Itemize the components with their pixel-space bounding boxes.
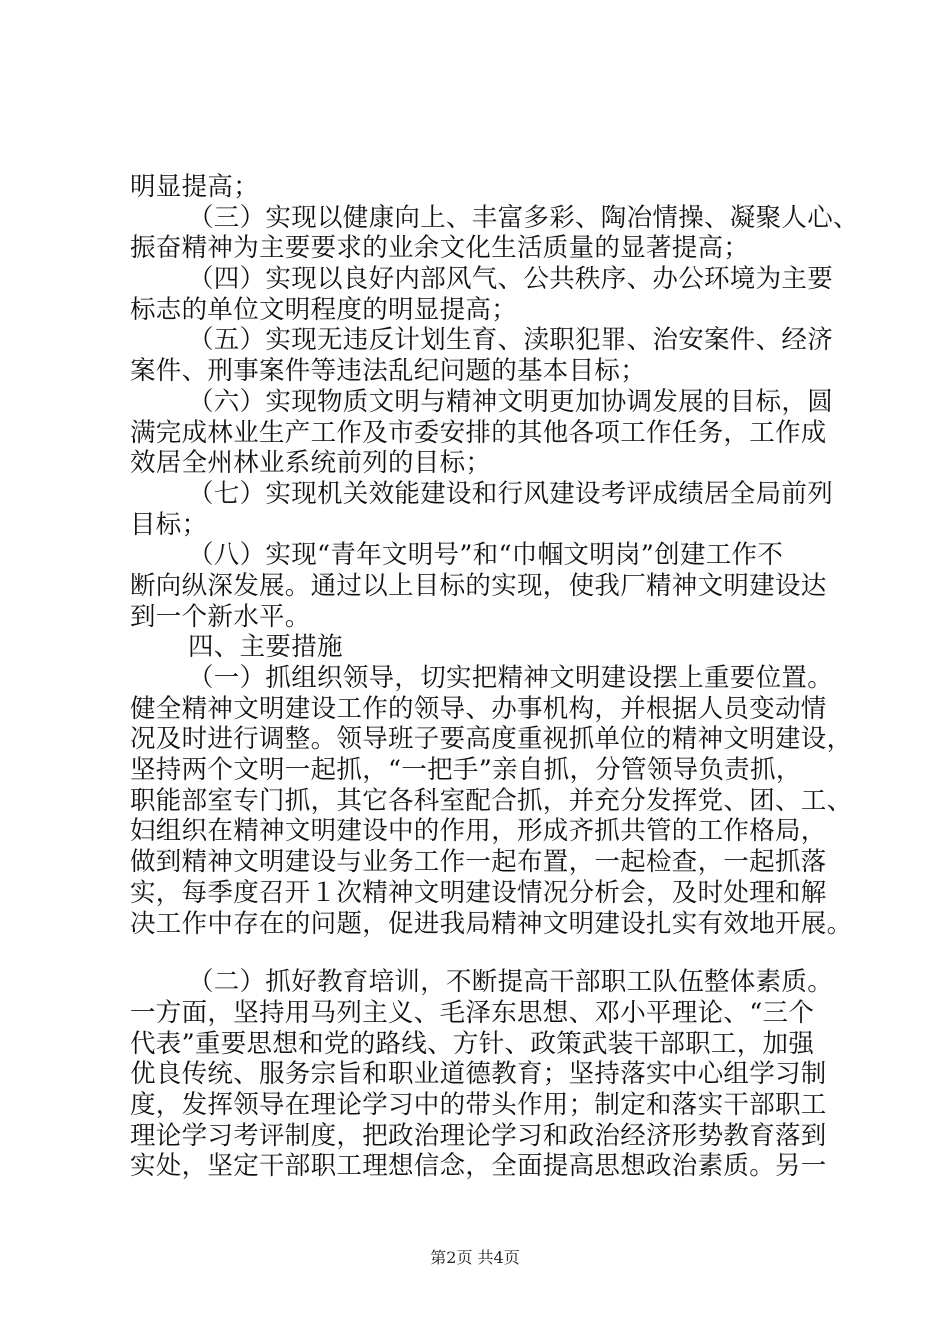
text-line: 断向纵深发展。通过以上目标的实现，使我厂精神文明建设达 — [130, 570, 827, 601]
text-line: 振奋精神为主要要求的业余文化生活质量的显著提高； — [130, 233, 750, 264]
section-heading-text: 四、主要措施 — [188, 632, 343, 663]
text-line: （四）实现以良好内部风气、公共秩序、办公环境为主要 — [188, 264, 834, 295]
text-line: 实，每季度召开１次精神文明建设情况分析会，及时处理和解 — [130, 877, 827, 908]
paragraph-goal-7 — [130, 478, 834, 540]
paragraph-measure-2 — [130, 967, 834, 1182]
text-line: 明显提高； — [130, 172, 260, 202]
text-line: 代表”重要思想和党的路线、方针、政策武装干部职工，加强 — [130, 1028, 815, 1059]
text-line: （五）实现无违反计划生育、渎职犯罪、治安案件、经济 — [188, 325, 834, 356]
text-line: 度，发挥领导在理论学习中的带头作用；制定和落实干部职工 — [130, 1089, 827, 1120]
text-line: 健全精神文明建设工作的领导、办事机构，并根据人员变动情 — [130, 693, 827, 724]
text-line: 坚持两个文明一起抓，“一把手”亲自抓，分管领导负责抓， — [130, 755, 802, 786]
paragraph-continuation — [130, 172, 830, 203]
text-line: 况及时进行调整。领导班子要高度重视抓单位的精神文明建设， — [130, 724, 853, 755]
text-line: 理论学习考评制度，把政治理论学习和政治经济形势教育落到 — [130, 1120, 827, 1151]
text-line: 满完成林业生产工作及市委安排的其他各项工作任务，工作成 — [130, 417, 827, 448]
paragraph-goal-6 — [130, 386, 834, 479]
document-body — [130, 172, 859, 1182]
paragraph-measure-1 — [130, 663, 853, 939]
text-line: 决工作中存在的问题，促进我局精神文明建设扎实有效地开展。 — [130, 908, 853, 939]
text-line: 妇组织在精神文明建设中的作用，形成齐抓共管的工作格局， — [130, 816, 827, 847]
text-line: （八）实现“青年文明号”和“巾帼文明岗”创建工作不 — [188, 540, 784, 571]
text-line: （一）抓组织领导，切实把精神文明建设摆上重要位置。 — [188, 663, 834, 693]
page-number-footer: 第2页 共4页 — [430, 1248, 520, 1267]
paragraph-spacer — [130, 939, 830, 967]
text-line: （三）实现以健康向上、丰富多彩、陶冶情操、凝聚人心、 — [188, 202, 859, 233]
text-line: 做到精神文明建设与业务工作一起布置，一起检查，一起抓落 — [130, 847, 827, 878]
text-line: 到一个新水平。 — [130, 601, 311, 632]
text-line: （二）抓好教育培训，不断提高干部职工队伍整体素质。 — [188, 967, 834, 998]
paragraph-goal-4 — [130, 264, 834, 325]
text-line: 案件、刑事案件等违法乱纪问题的基本目标； — [130, 356, 647, 387]
section-heading — [130, 632, 830, 663]
text-line: 效居全州林业系统前列的目标； — [130, 448, 492, 479]
text-line: 一方面，坚持用马列主义、毛泽东思想、邓小平理论、“三个 — [130, 997, 815, 1028]
paragraph-goal-5 — [130, 325, 834, 387]
text-line: 标志的单位文明程度的明显提高； — [130, 294, 518, 325]
paragraph-goal-3 — [130, 202, 859, 264]
text-line: （七）实现机关效能建设和行风建设考评成绩居全局前列 — [188, 478, 834, 509]
text-line: 实处，坚定干部职工理想信念，全面提高思想政治素质。另一 — [130, 1151, 827, 1182]
text-line: （六）实现物质文明与精神文明更加协调发展的目标，圆 — [188, 386, 834, 417]
text-line: 优良传统、服务宗旨和职业道德教育；坚持落实中心组学习制 — [130, 1059, 827, 1090]
text-line: 职能部室专门抓，其它各科室配合抓，并充分发挥党、团、工、 — [130, 785, 853, 816]
text-line: 目标； — [130, 509, 208, 540]
paragraph-goal-8 — [130, 540, 830, 632]
